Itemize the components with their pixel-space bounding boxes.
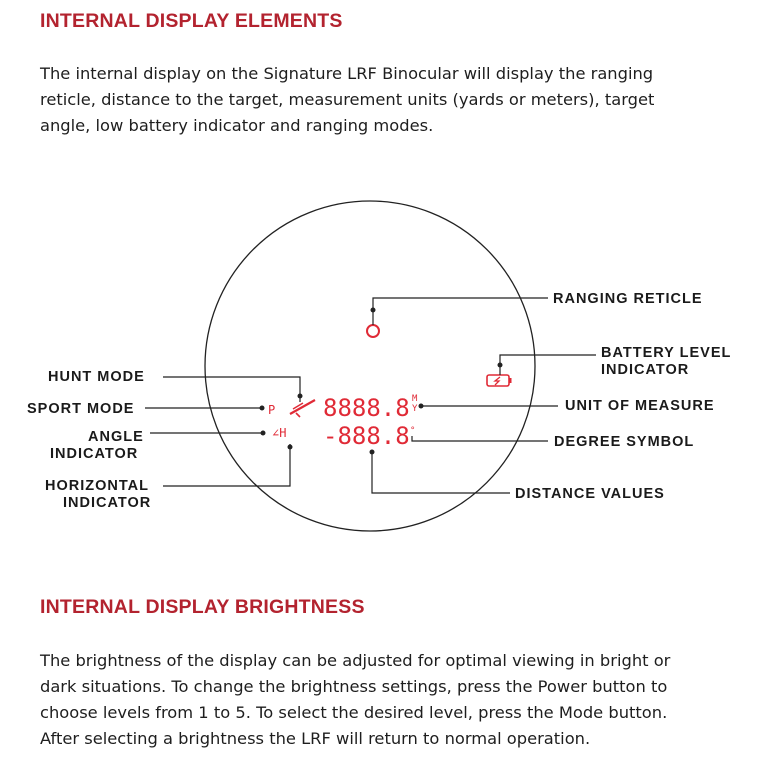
unit-m-indicator: M: [412, 394, 418, 404]
leader-dot: [288, 445, 293, 450]
label-distance-values: DISTANCE VALUES: [515, 486, 665, 502]
leader-dot: [498, 363, 503, 368]
label-ranging-reticle: RANGING RETICLE: [553, 291, 703, 307]
leader-line: [412, 436, 548, 441]
paragraph-line: The brightness of the display can be adjusted for optimal viewing in bright or: [40, 651, 671, 670]
leader-dot: [370, 450, 375, 455]
paragraph-line: angle, low battery indicator and ranging modes.: [40, 116, 434, 135]
leader-dot: [260, 406, 265, 411]
paragraph-line: dark situations. To change the brightness settings, press the Power button to: [40, 677, 668, 696]
sport-mode-icon: P: [268, 403, 276, 417]
angle-digits-display: -888.8: [323, 422, 410, 450]
paragraph-line: reticle, distance to the target, measurement units (yards or meters), target: [40, 90, 655, 109]
display-diagram: [0, 160, 758, 560]
section-heading-display-brightness: INTERNAL DISPLAY BRIGHTNESS: [40, 596, 365, 618]
label-horizontal-line2: INDICATOR: [63, 495, 152, 511]
leader-line: [163, 444, 290, 486]
leader-dot: [419, 404, 424, 409]
label-battery-line2: INDICATOR: [601, 362, 690, 378]
hunt-mode-icon: [290, 400, 315, 417]
label-angle-line1: ANGLE: [88, 429, 144, 445]
paragraph-line: The internal display on the Signature LRF Binocular will display the ranging: [40, 64, 654, 83]
unit-y-indicator: Y: [412, 404, 418, 414]
paragraph-line: choose levels from 1 to 5. To select the desired level, press the Mode button.: [40, 703, 668, 722]
ranging-reticle-icon: [367, 325, 379, 337]
label-degree-symbol: DEGREE SYMBOL: [554, 434, 695, 450]
degree-symbol-indicator: °: [410, 426, 416, 436]
leader-dot: [261, 431, 266, 436]
leader-dot: [298, 394, 303, 399]
leader-dot: [371, 308, 376, 313]
paragraph-line: After selecting a brightness the LRF will return to normal operation.: [40, 729, 591, 748]
eyepiece-circle: [205, 201, 535, 531]
label-hunt-mode: HUNT MODE: [48, 369, 145, 385]
display-elements-description: [40, 61, 740, 139]
leader-line: [163, 377, 300, 402]
leader-line: [500, 355, 596, 375]
label-unit-of-measure: UNIT OF MEASURE: [565, 398, 715, 414]
section-heading-display-elements: INTERNAL DISPLAY ELEMENTS: [40, 10, 343, 32]
label-sport-mode: SPORT MODE: [27, 401, 135, 417]
distance-digits-display: 8888.8: [323, 394, 410, 422]
label-horizontal-line1: HORIZONTAL: [45, 478, 149, 494]
leader-line: [372, 450, 510, 493]
angle-indicator-symbol: ∠H: [272, 426, 287, 440]
display-brightness-description: [40, 648, 740, 752]
label-battery-line1: BATTERY LEVEL: [601, 345, 732, 361]
battery-icon: [487, 375, 512, 386]
label-angle-line2: INDICATOR: [50, 446, 139, 462]
